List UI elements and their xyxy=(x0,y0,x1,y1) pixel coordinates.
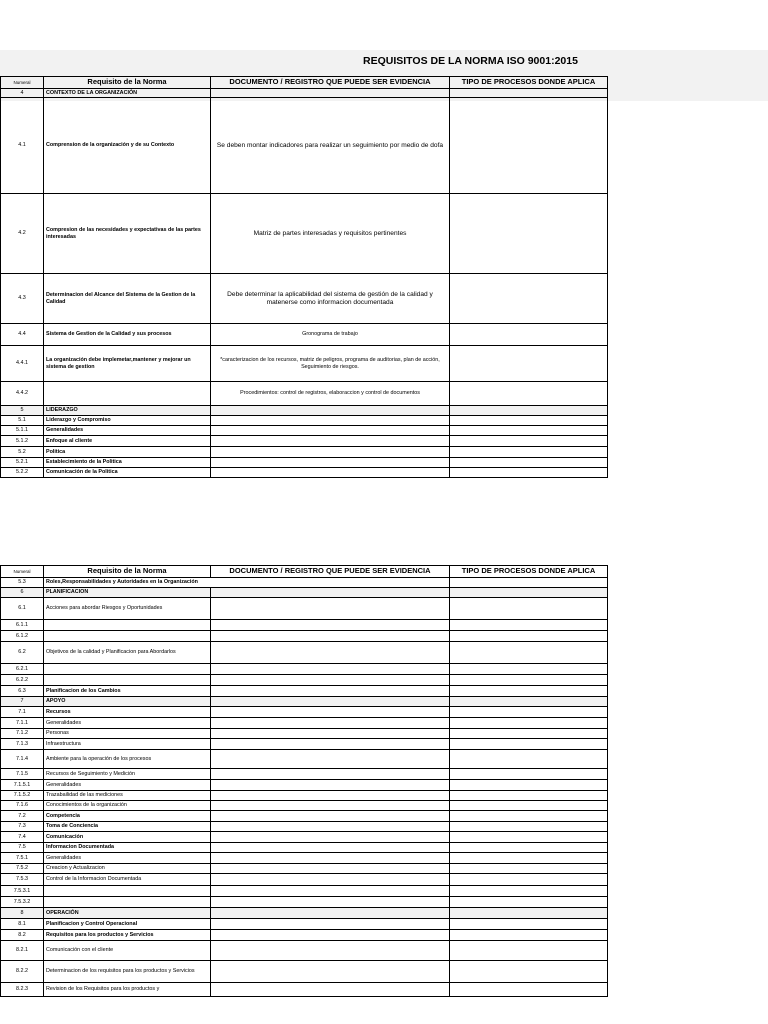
numeral-cell: 8 xyxy=(1,908,44,919)
documento-cell xyxy=(211,843,450,853)
requisito-cell: LIDERAZGO xyxy=(44,406,211,416)
requisito-cell: Acciones para abordar Riesgos y Oportunidades xyxy=(44,598,211,620)
table-row xyxy=(1,194,608,274)
requisito-cell: Objetivos de la calidad y Planificacion para Abordarlos xyxy=(44,642,211,664)
table-row xyxy=(1,791,608,801)
table-row xyxy=(1,416,608,426)
requisito-cell xyxy=(44,897,211,908)
numeral-cell: 7.5.3.2 xyxy=(1,897,44,908)
requirements-table-2 xyxy=(0,565,608,997)
header-requisito: Requisito de la Norma xyxy=(44,77,211,89)
tipo-cell xyxy=(450,718,608,729)
requisito-cell: Requisitos para los productos y Servicios xyxy=(44,930,211,941)
numeral-cell: 4 xyxy=(1,89,44,98)
tipo-cell xyxy=(450,98,608,194)
table-row xyxy=(1,843,608,853)
tipo-cell xyxy=(450,780,608,791)
requisito-cell: Personas xyxy=(44,729,211,739)
numeral-cell: 7.1.5.2 xyxy=(1,791,44,801)
documento-cell xyxy=(211,89,450,98)
documento-cell xyxy=(211,664,450,675)
requisito-cell: Creacion y Actualizacion xyxy=(44,864,211,874)
documento-cell xyxy=(211,864,450,874)
tipo-cell xyxy=(450,897,608,908)
table-row xyxy=(1,874,608,886)
tipo-cell xyxy=(450,664,608,675)
documento-cell xyxy=(211,886,450,897)
numeral-cell: 7.5.3.1 xyxy=(1,886,44,897)
table-row xyxy=(1,426,608,436)
documento-cell xyxy=(211,729,450,739)
documento-cell xyxy=(211,941,450,961)
documento-cell xyxy=(211,468,450,478)
requisito-cell: Compresion de las necesidades y expectativas de las partes interesadas xyxy=(44,194,211,274)
table-row xyxy=(1,811,608,822)
header-tipo: TIPO DE PROCESOS DONDE APLICA xyxy=(450,77,608,89)
tipo-cell xyxy=(450,675,608,686)
requisito-cell: Sistema de Gestion de la Calidad y sus procesos xyxy=(44,324,211,346)
tipo-cell xyxy=(450,739,608,750)
requisito-cell: Generalidades xyxy=(44,718,211,729)
requisito-cell: Establecimiento de la Politica xyxy=(44,458,211,468)
documento-cell xyxy=(211,983,450,997)
numeral-cell: 6.1.1 xyxy=(1,620,44,631)
header-row xyxy=(1,77,608,89)
table-row xyxy=(1,588,608,598)
tipo-cell xyxy=(450,382,608,406)
requirements-table-1 xyxy=(0,76,608,478)
numeral-cell: 4.2 xyxy=(1,194,44,274)
documento-cell xyxy=(211,447,450,458)
header-requisito: Requisito de la Norma xyxy=(44,566,211,578)
numeral-cell: 5.3 xyxy=(1,578,44,588)
documento-cell xyxy=(211,853,450,864)
requisito-cell: Comunicación con el cliente xyxy=(44,941,211,961)
documento-cell xyxy=(211,832,450,843)
documento-cell xyxy=(211,930,450,941)
requisito-cell: Comunicación xyxy=(44,832,211,843)
table-row xyxy=(1,919,608,930)
documento-cell xyxy=(211,416,450,426)
numeral-cell: 8.2 xyxy=(1,930,44,941)
documento-cell xyxy=(211,598,450,620)
requisito-cell: Determinacion del Alcance del Sistema de la Gestion de la Calidad xyxy=(44,274,211,324)
tipo-cell xyxy=(450,598,608,620)
tipo-cell xyxy=(450,686,608,697)
table-row xyxy=(1,864,608,874)
table-row xyxy=(1,458,608,468)
table-row xyxy=(1,886,608,897)
table-row xyxy=(1,324,608,346)
header-tipo: TIPO DE PROCESOS DONDE APLICA xyxy=(450,566,608,578)
table-row xyxy=(1,718,608,729)
numeral-cell: 5.2.1 xyxy=(1,458,44,468)
table-row xyxy=(1,941,608,961)
table-row xyxy=(1,631,608,642)
tipo-cell xyxy=(450,853,608,864)
table-row xyxy=(1,468,608,478)
documento-cell xyxy=(211,631,450,642)
numeral-cell: 6.1.2 xyxy=(1,631,44,642)
tipo-cell xyxy=(450,447,608,458)
documento-cell xyxy=(211,642,450,664)
documento-cell: Gronograma de trabajo xyxy=(211,324,450,346)
requisito-cell: Conocimientos de la organización xyxy=(44,801,211,811)
table-row xyxy=(1,675,608,686)
requisito-cell: Infraestructura xyxy=(44,739,211,750)
documento-cell xyxy=(211,718,450,729)
requisito-cell: Ambiente para la operación de los procesos xyxy=(44,750,211,769)
numeral-cell: 7.1.2 xyxy=(1,729,44,739)
requisito-cell: Recursos xyxy=(44,707,211,718)
numeral-cell: 7.4 xyxy=(1,832,44,843)
requisito-cell xyxy=(44,675,211,686)
numeral-cell: 7.5.3 xyxy=(1,874,44,886)
requisito-cell xyxy=(44,664,211,675)
table-row xyxy=(1,908,608,919)
numeral-cell: 4.4.2 xyxy=(1,382,44,406)
documento-cell xyxy=(211,897,450,908)
header-documento: DOCUMENTO / REGISTRO QUE PUEDE SER EVIDENCIA xyxy=(211,566,450,578)
requisito-cell: Planificacion de los Cambios xyxy=(44,686,211,697)
tipo-cell xyxy=(450,791,608,801)
numeral-cell: 7.1.5 xyxy=(1,769,44,780)
table-row xyxy=(1,961,608,983)
numeral-cell: 6.2.2 xyxy=(1,675,44,686)
numeral-cell: 5.2 xyxy=(1,447,44,458)
numeral-cell: 6.2 xyxy=(1,642,44,664)
requisito-cell: OPERACIÓN xyxy=(44,908,211,919)
header-row xyxy=(1,566,608,578)
table-row xyxy=(1,382,608,406)
documento-cell xyxy=(211,801,450,811)
table-row xyxy=(1,620,608,631)
documento-cell: Matriz de partes interesadas y requisitos pertinentes xyxy=(211,194,450,274)
tipo-cell xyxy=(450,941,608,961)
numeral-cell: 5.2.2 xyxy=(1,468,44,478)
tipo-cell xyxy=(450,458,608,468)
requisito-cell: Competencia xyxy=(44,811,211,822)
requisito-cell: Liderazgo y Compromiso xyxy=(44,416,211,426)
documento-cell xyxy=(211,686,450,697)
table-row xyxy=(1,98,608,194)
numeral-cell: 5.1 xyxy=(1,416,44,426)
numeral-cell: 8.2.3 xyxy=(1,983,44,997)
tipo-cell xyxy=(450,930,608,941)
tipo-cell xyxy=(450,822,608,832)
tipo-cell xyxy=(450,89,608,98)
documento-cell xyxy=(211,811,450,822)
documento-cell: Debe determinar la aplicabilidad del sistema de gestión de la calidad y matenerse como informacion documentada xyxy=(211,274,450,324)
table-row xyxy=(1,822,608,832)
table-row xyxy=(1,780,608,791)
tipo-cell xyxy=(450,642,608,664)
tipo-cell xyxy=(450,843,608,853)
documento-cell xyxy=(211,620,450,631)
requisito-cell: Informacion Documentada xyxy=(44,843,211,853)
numeral-cell: 6 xyxy=(1,588,44,598)
requisito-cell: Generalidades xyxy=(44,780,211,791)
numeral-cell: 7.5.1 xyxy=(1,853,44,864)
numeral-cell: 4.4 xyxy=(1,324,44,346)
requisito-cell: Toma de Conciencia xyxy=(44,822,211,832)
numeral-cell: 7.1.3 xyxy=(1,739,44,750)
header-numeral: Numeral xyxy=(1,77,44,89)
documento-cell xyxy=(211,697,450,707)
documento-cell xyxy=(211,919,450,930)
table-row xyxy=(1,750,608,769)
table-row xyxy=(1,697,608,707)
numeral-cell: 7.3 xyxy=(1,822,44,832)
documento-cell: Se deben montar indicadores para realizar un seguimiento por medio de dofa xyxy=(211,98,450,194)
requisito-cell: Enfoque al cliente xyxy=(44,436,211,447)
numeral-cell: 6.2.1 xyxy=(1,664,44,675)
table-row xyxy=(1,729,608,739)
header-numeral: Numeral xyxy=(1,566,44,578)
requisito-cell xyxy=(44,886,211,897)
tipo-cell xyxy=(450,578,608,588)
requisito-cell: Trazabailidad de las mediciones xyxy=(44,791,211,801)
tipo-cell xyxy=(450,729,608,739)
numeral-cell: 4.3 xyxy=(1,274,44,324)
documento-cell xyxy=(211,426,450,436)
documento-cell xyxy=(211,436,450,447)
numeral-cell: 7.5.2 xyxy=(1,864,44,874)
documento-cell xyxy=(211,822,450,832)
requisito-cell: APOYO xyxy=(44,697,211,707)
numeral-cell: 5.1.1 xyxy=(1,426,44,436)
numeral-cell: 5.1.2 xyxy=(1,436,44,447)
documento-cell xyxy=(211,780,450,791)
table-row xyxy=(1,983,608,997)
table-row xyxy=(1,578,608,588)
documento-cell xyxy=(211,707,450,718)
requisito-cell: Generalidades xyxy=(44,426,211,436)
tipo-cell xyxy=(450,194,608,274)
documento-cell xyxy=(211,675,450,686)
tipo-cell xyxy=(450,468,608,478)
table-row xyxy=(1,642,608,664)
tipo-cell xyxy=(450,324,608,346)
tipo-cell xyxy=(450,919,608,930)
requisito-cell: Roles,Responsabilidades y Autoridades en la Organización xyxy=(44,578,450,588)
tipo-cell xyxy=(450,874,608,886)
tipo-cell xyxy=(450,416,608,426)
tipo-cell xyxy=(450,588,608,598)
table-row xyxy=(1,89,608,98)
numeral-cell: 7.1.1 xyxy=(1,718,44,729)
tipo-cell xyxy=(450,886,608,897)
requisito-cell: Generalidades xyxy=(44,853,211,864)
header-documento: DOCUMENTO / REGISTRO QUE PUEDE SER EVIDENCIA xyxy=(211,77,450,89)
documento-cell xyxy=(211,791,450,801)
table-row xyxy=(1,832,608,843)
requisito-cell: Control de la Informacion Documentada xyxy=(44,874,211,886)
tipo-cell xyxy=(450,274,608,324)
documento-cell xyxy=(211,874,450,886)
tipo-cell xyxy=(450,620,608,631)
table-row xyxy=(1,801,608,811)
numeral-cell: 8.2.1 xyxy=(1,941,44,961)
numeral-cell: 7.1 xyxy=(1,707,44,718)
requisito-cell: Revision de los Requisitos para los productos y xyxy=(44,983,211,997)
requisito-cell: La organización debe implemetar,mantener y mejorar un sistema de gestion xyxy=(44,346,211,382)
tipo-cell xyxy=(450,436,608,447)
requisito-cell: Comprension de la organización y de su Contexto xyxy=(44,98,211,194)
table-row xyxy=(1,406,608,416)
table-row xyxy=(1,769,608,780)
requisito-cell: Determinacion de los requisitos para los productos y Servicios xyxy=(44,961,211,983)
tipo-cell xyxy=(450,750,608,769)
table-row xyxy=(1,739,608,750)
tipo-cell xyxy=(450,406,608,416)
numeral-cell: 7.5 xyxy=(1,843,44,853)
table-row xyxy=(1,274,608,324)
requisito-cell xyxy=(44,382,211,406)
tipo-cell xyxy=(450,864,608,874)
tipo-cell xyxy=(450,707,608,718)
tipo-cell xyxy=(450,811,608,822)
documento-cell xyxy=(211,406,450,416)
table-row xyxy=(1,686,608,697)
table-row xyxy=(1,853,608,864)
numeral-cell: 7.1.5.1 xyxy=(1,780,44,791)
documento-cell xyxy=(211,961,450,983)
requisito-cell: PLANIFICACION xyxy=(44,588,211,598)
numeral-cell: 6.1 xyxy=(1,598,44,620)
documento-cell: Procedimientos: control de registros, elaboraccion y control de documentos xyxy=(211,382,450,406)
requisito-cell: CONTEXTO DE LA ORGANIZACIÓN xyxy=(44,89,211,98)
requisito-cell: Comunicación de la Politica xyxy=(44,468,211,478)
documento-cell xyxy=(211,458,450,468)
table-row xyxy=(1,707,608,718)
numeral-cell: 4.4.1 xyxy=(1,346,44,382)
requisito-cell: Politica xyxy=(44,447,211,458)
numeral-cell: 5 xyxy=(1,406,44,416)
documento-cell xyxy=(211,908,450,919)
numeral-cell: 4.1 xyxy=(1,98,44,194)
tipo-cell xyxy=(450,961,608,983)
table-row xyxy=(1,897,608,908)
table-row xyxy=(1,346,608,382)
table-row xyxy=(1,930,608,941)
numeral-cell: 7.1.4 xyxy=(1,750,44,769)
table-row xyxy=(1,664,608,675)
requisito-cell: Planificacion y Control Operacional xyxy=(44,919,211,930)
tipo-cell xyxy=(450,346,608,382)
tipo-cell xyxy=(450,908,608,919)
table-row xyxy=(1,598,608,620)
documento-cell xyxy=(211,750,450,769)
tipo-cell xyxy=(450,983,608,997)
tipo-cell xyxy=(450,426,608,436)
table-row xyxy=(1,447,608,458)
documento-cell xyxy=(211,769,450,780)
requisito-cell xyxy=(44,620,211,631)
requisito-cell: Recursos de Seguimiento y Medición xyxy=(44,769,211,780)
tipo-cell xyxy=(450,832,608,843)
documento-cell xyxy=(211,588,450,598)
table-row xyxy=(1,436,608,447)
tipo-cell xyxy=(450,769,608,780)
tipo-cell xyxy=(450,801,608,811)
page-title: REQUISITOS DE LA NORMA ISO 9001:2015 xyxy=(363,55,578,67)
documento-cell: *caracterizacion de los recursos, matriz de peligros, programa de auditorias, plan de acción, Seguimiento de riesgos. xyxy=(211,346,450,382)
tipo-cell xyxy=(450,631,608,642)
requisito-cell xyxy=(44,631,211,642)
numeral-cell: 8.1 xyxy=(1,919,44,930)
documento-cell xyxy=(211,739,450,750)
numeral-cell: 7 xyxy=(1,697,44,707)
numeral-cell: 7.2 xyxy=(1,811,44,822)
numeral-cell: 7.1.6 xyxy=(1,801,44,811)
tipo-cell xyxy=(450,697,608,707)
numeral-cell: 8.2.2 xyxy=(1,961,44,983)
numeral-cell: 6.3 xyxy=(1,686,44,697)
